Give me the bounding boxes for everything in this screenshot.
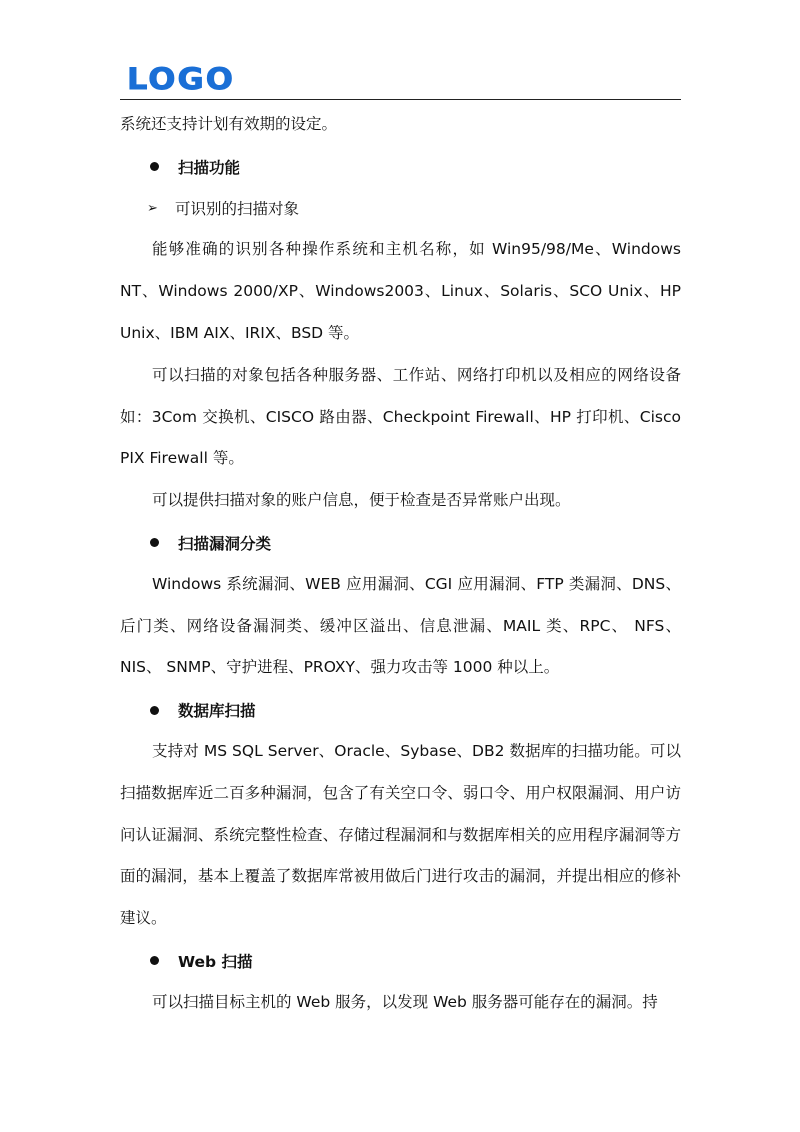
section-heading-scan-function xyxy=(120,146,681,188)
logo-text: LOGO xyxy=(127,61,235,97)
bullet-dot-icon xyxy=(150,162,159,171)
paragraph-database-scan: 支持对 MS SQL Server、Oracle、Sybase、DB2 数据库的扫描功能。可以扫描数据库近二百多种漏洞，包含了有关空口令、弱口令、用户权限漏洞、用户访问认证漏洞、系统完整性检查、存储过程漏洞和与数据库相关的应用程序漏洞等方面的漏洞，基本上覆盖了数据库常被用做后门进行攻击的漏洞，并提出相应的修补建议。 xyxy=(120,741,681,928)
logo xyxy=(127,62,235,96)
header-divider xyxy=(120,99,681,100)
section-heading-text: 扫描功能 xyxy=(178,158,241,177)
section-heading-text: 数据库扫描 xyxy=(178,702,256,721)
bullet-dot-icon xyxy=(150,956,159,965)
paragraph-web-scan: 可以扫描目标主机的 Web 服务，以发现 Web 服务器可能存在的漏洞。持 xyxy=(152,992,658,1011)
section-heading-text: 扫描漏洞分类 xyxy=(178,534,272,553)
section-heading-database-scan xyxy=(120,689,681,731)
paragraph-continuation: 系统还支持计划有效期的设定。 xyxy=(120,115,338,133)
sub-heading-scan-targets xyxy=(120,188,681,230)
paragraph-vuln-classes: Windows 系统漏洞、WEB 应用漏洞、CGI 应用漏洞、FTP 类漏洞、DNS、后门类、网络设备漏洞类、缓冲区溢出、信息泄漏、MAIL 类、RPC、 NFS、NIS、 SNMP、守护进程、PROXY、强力攻击等 1000 种以上。 xyxy=(120,574,681,677)
paragraph-account-info: 可以提供扫描对象的账户信息，便于检查是否异常账户出现。 xyxy=(152,491,571,510)
section-heading-text: Web 扫描 xyxy=(178,952,253,971)
paragraph-os-identification: 能够准确的识别各种操作系统和主机名称，如 Win95/98/Me、Windows NT、Windows 2000/XP、Windows2003、Linux、Solaris、SCO Unix、HP Unix、IBM AIX、IRIX、BSD 等。 xyxy=(120,240,681,342)
section-heading-web-scan xyxy=(120,940,681,982)
bullet-dot-icon xyxy=(150,538,159,547)
bullet-dot-icon xyxy=(150,706,159,715)
sub-heading-text: 可识别的扫描对象 xyxy=(175,200,300,219)
document-body xyxy=(120,104,681,1024)
section-heading-vuln-classification xyxy=(120,522,681,564)
paragraph-scan-objects: 可以扫描的对象包括各种服务器、工作站、网络打印机以及相应的网络设备如：3Com 交换机、CISCO 路由器、Checkpoint Firewall、HP 打印机、Cisco PIX Firewall 等。 xyxy=(120,365,681,468)
arrow-bullet-icon: ➢ xyxy=(147,200,158,216)
